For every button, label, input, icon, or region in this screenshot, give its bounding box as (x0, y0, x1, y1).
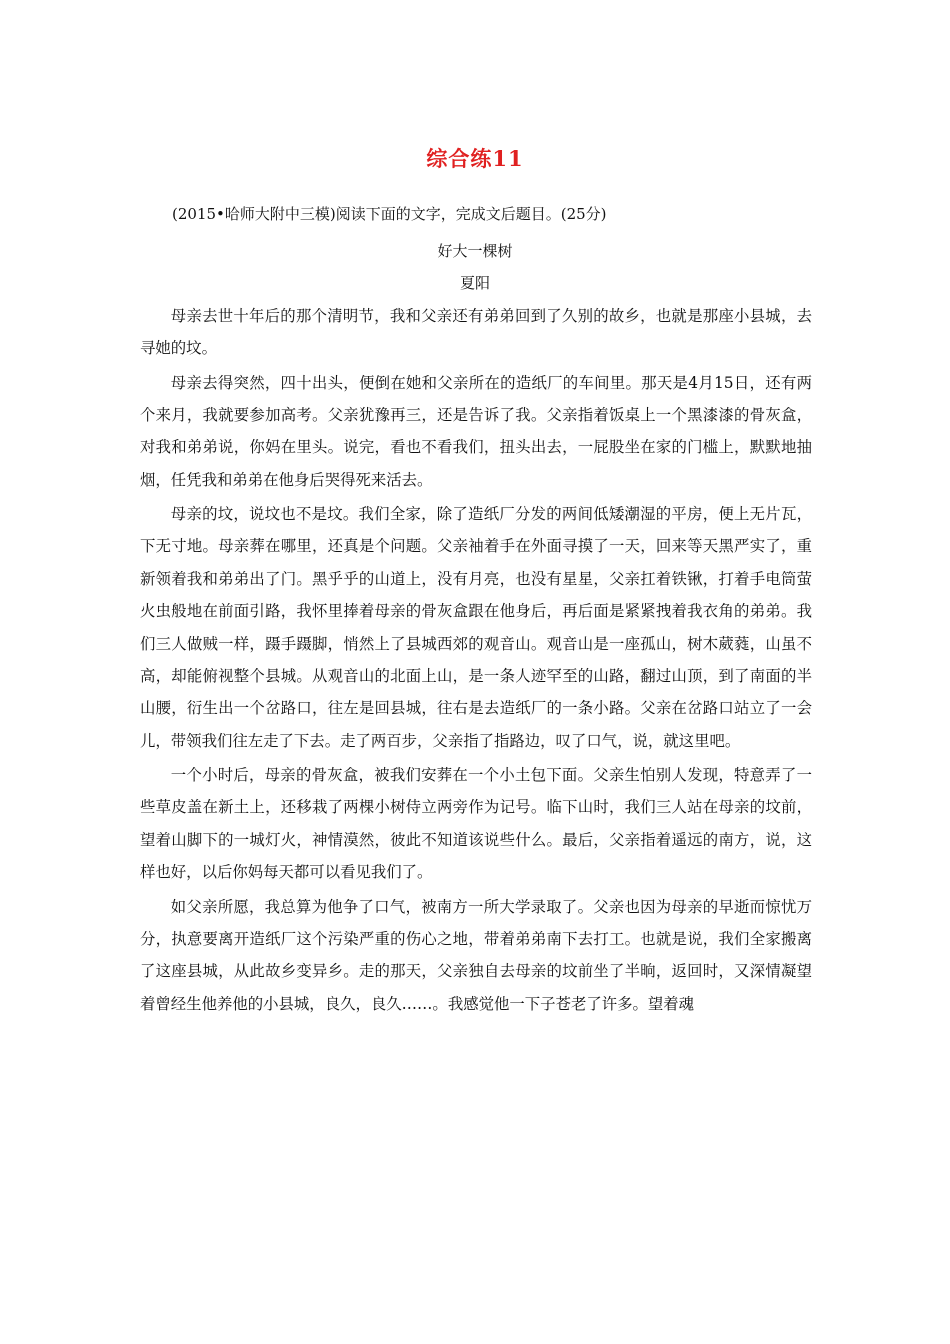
paragraph: 如父亲所愿，我总算为他争了口气，被南方一所大学录取了。父亲也因为母亲的早逝而惊忧万分，执意要离开造纸厂这个污染严重的伤心之地，带着弟弟南下去打工。也就是说，我们全家搬离了这座县城，从此故乡变异乡。走的那天，父亲独自去母亲的坟前坐了半晌，返回时，又深情凝望着曾经生他养他的小县城，良久，良久……。我感觉他一下子苍老了许多。望着魂 (140, 897, 812, 1013)
paragraph: 母亲去世十年后的那个清明节，我和父亲还有弟弟回到了久别的故乡，也就是那座小县城，去寻她的坟。 (140, 307, 812, 358)
paragraph: 母亲的坟，说坟也不是坟。我们全家，除了造纸厂分发的两间低矮潮湿的平房，便上无片瓦，下无寸地。母亲葬在哪里，还真是个问题。父亲袖着手在外面寻摸了一天，回来等天黑严实了，重新领着我和弟弟出了门。黑乎乎的山道上，没有月亮，也没有星星，父亲扛着铁锹，打着手电筒萤火虫般地在前面引路，我怀里捧着母亲的骨灰盒跟在他身后，再后面是紧紧拽着我衣角的弟弟。我们三人做贼一样，蹑手蹑脚，悄然上了县城西郊的观音山。观音山是一座孤山，树木葳蕤，山虽不高，却能俯视整个县城。从观音山的北面上山，是一条人迹罕至的山路，翻过山顶，到了南面的半山腰，衍生出一个岔路口，往左是回县城，往右是去造纸厂的一条小路。父亲在岔路口站立了一会儿，带领我们往左走了下去。走了两百步，父亲指了指路边，叹了口气，说，就这里吧。 (140, 505, 812, 750)
question-intro: (2015•哈师大附中三模)阅读下面的文字，完成文后题目。(25分) (172, 205, 607, 223)
story-body (140, 300, 812, 1022)
paragraph: 母亲去得突然，四十出头，便倒在她和父亲所在的造纸厂的车间里。那天是4月15日，还有两个来月，我就要参加高考。父亲犹豫再三，还是告诉了我。父亲指着饭桌上一个黑漆漆的骨灰盒，对我和弟弟说，你妈在里头。说完，看也不看我们，扭头出去，一屁股坐在家的门槛上，默默地抽烟，任凭我和弟弟在他身后哭得死来活去。 (140, 373, 812, 489)
page-title: 综合练11 (426, 146, 524, 171)
story-title: 好大一棵树 (437, 242, 513, 260)
story-author: 夏阳 (459, 274, 490, 292)
paragraph: 一个小时后，母亲的骨灰盒，被我们安葬在一个小土包下面。父亲生怕别人发现，特意弄了一些草皮盖在新土上，还移栽了两棵小树侍立两旁作为记号。临下山时，我们三人站在母亲的坟前，望着山脚下的一城灯火，神情漠然，彼此不知道该说些什么。最后，父亲指着遥远的南方，说，这样也好，以后你妈每天都可以看见我们了。 (140, 766, 812, 882)
